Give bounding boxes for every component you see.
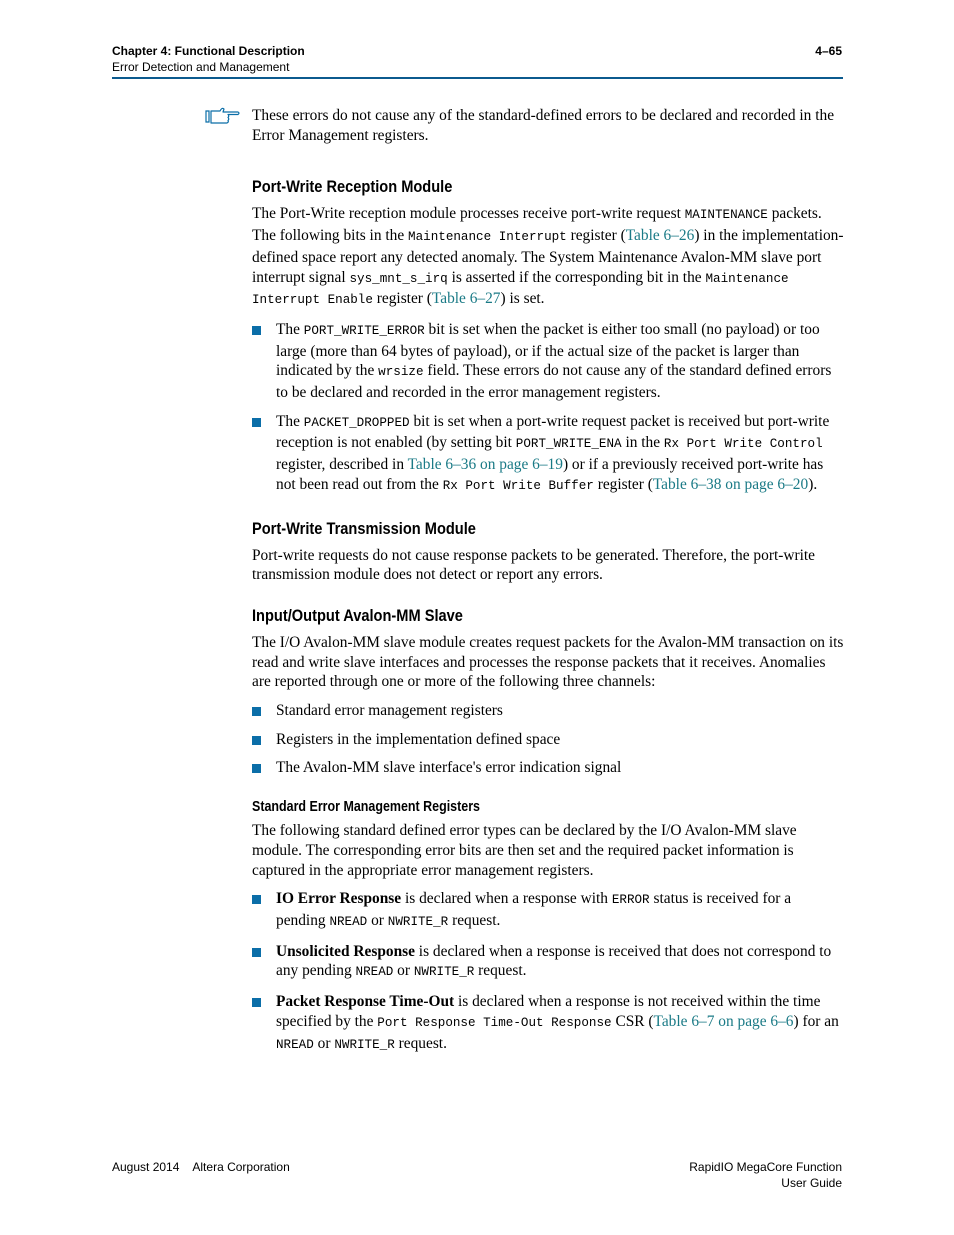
- port-write-reception-paragraph: The Port-Write reception module processes receive port-write request MAINTENANCE packets. The following bits in the Maintenance Interrupt register (Table 6–26) in the implementation-defined space report any detected anomaly. The System Maintenance Avalon-MM slave port interrupt signal sys_mnt_s_irq is asserted if the corresponding bit in the Maintenance Interrupt Enable register (Table 6–27) is set.: [252, 205, 844, 308]
- table-link[interactable]: Table 6–7 on page 6–6: [653, 1012, 794, 1030]
- table-link[interactable]: Table 6–27: [431, 290, 501, 308]
- list-item: IO Error Response is declared when a response with ERROR status is received for a pending NREAD or NWRITE_R request.: [252, 889, 844, 932]
- list-item: The PORT_WRITE_ERROR bit is set when the packet is either too small (no payload) or too large (more than 64 bytes of payload), or if the actual size of the packet is larger than indicated by the wrsize field. These errors do not cause any of the standard defined errors to be declared and recorded in the error management registers.: [252, 320, 844, 403]
- table-link[interactable]: Table 6–36 on page 6–19: [407, 456, 563, 474]
- page-number: 4–65: [815, 44, 842, 58]
- footer-date: August 2014: [112, 1160, 180, 1174]
- table-link[interactable]: Table 6–38 on page 6–20: [652, 475, 809, 493]
- footer-doc-title: RapidIO MegaCore Function: [689, 1160, 842, 1174]
- list-item: The PACKET_DROPPED bit is set when a port-write request packet is received but port-write reception is not enabled (by setting bit PORT_WRITE_ENA in the Rx Port Write Control register, described in Table 6–36 on page 6–19) or if a previously received port-write has not been read out from the Rx Port Write Buffer register (Table 6–38 on page 6–20).: [252, 412, 844, 497]
- heading-port-write-reception: Port-Write Reception Module: [252, 177, 453, 197]
- list-item: Standard error management registers: [252, 701, 844, 721]
- port-write-transmission-paragraph: Port-write requests do not cause response packets to be generated. Therefore, the port-write transmission module does not detect or report any errors.: [252, 546, 815, 584]
- list-item: Packet Response Time-Out is declared when a response is not received within the time specified by the Port Response Time-Out Response CSR (Table 6–7 on page 6–6) for an NREAD or NWRITE_R request.: [252, 992, 844, 1055]
- page-body: [252, 106, 844, 1055]
- heading-io-avalon-slave: Input/Output Avalon-MM Slave: [252, 605, 463, 625]
- error-channels-list: [252, 701, 844, 778]
- page-header: [112, 43, 842, 75]
- io-avalon-slave-paragraph: The I/O Avalon-MM slave module creates request packets for the Avalon-MM transaction on its read and write slave interfaces and processes the response packets that it receives. Anomalies are reported through one or more of the following three channels:: [252, 633, 844, 691]
- note-text: These errors do not cause any of the standard-defined errors to be declared and recorded in the Error Management registers.: [252, 107, 835, 144]
- footer-doc-type: User Guide: [781, 1176, 842, 1190]
- heading-port-write-transmission: Port-Write Transmission Module: [252, 518, 476, 538]
- heading-standard-error-registers: Standard Error Management Registers: [252, 799, 480, 816]
- port-write-reception-list: [252, 320, 844, 497]
- header-rule: [112, 77, 843, 79]
- chapter-title: Chapter 4: Functional Description: [112, 44, 305, 58]
- list-item: Unsolicited Response is declared when a response is received that does not correspond to any pending NREAD or NWRITE_R request.: [252, 942, 844, 983]
- standard-error-registers-paragraph: The following standard defined error types can be declared by the I/O Avalon-MM slave module. The corresponding error bits are then set and the required packet information is captured in the appropriate error management registers.: [252, 822, 797, 879]
- table-link[interactable]: Table 6–26: [625, 227, 695, 245]
- page-footer-right: [689, 1159, 842, 1191]
- page-footer-left: [112, 1159, 290, 1175]
- list-item: Registers in the implementation defined space: [252, 730, 844, 750]
- list-item: The Avalon-MM slave interface's error indication signal: [252, 758, 844, 778]
- footer-company: Altera Corporation: [192, 1160, 290, 1174]
- error-types-list: [252, 889, 844, 1055]
- section-title: Error Detection and Management: [112, 60, 290, 74]
- pointing-hand-icon: [205, 106, 241, 126]
